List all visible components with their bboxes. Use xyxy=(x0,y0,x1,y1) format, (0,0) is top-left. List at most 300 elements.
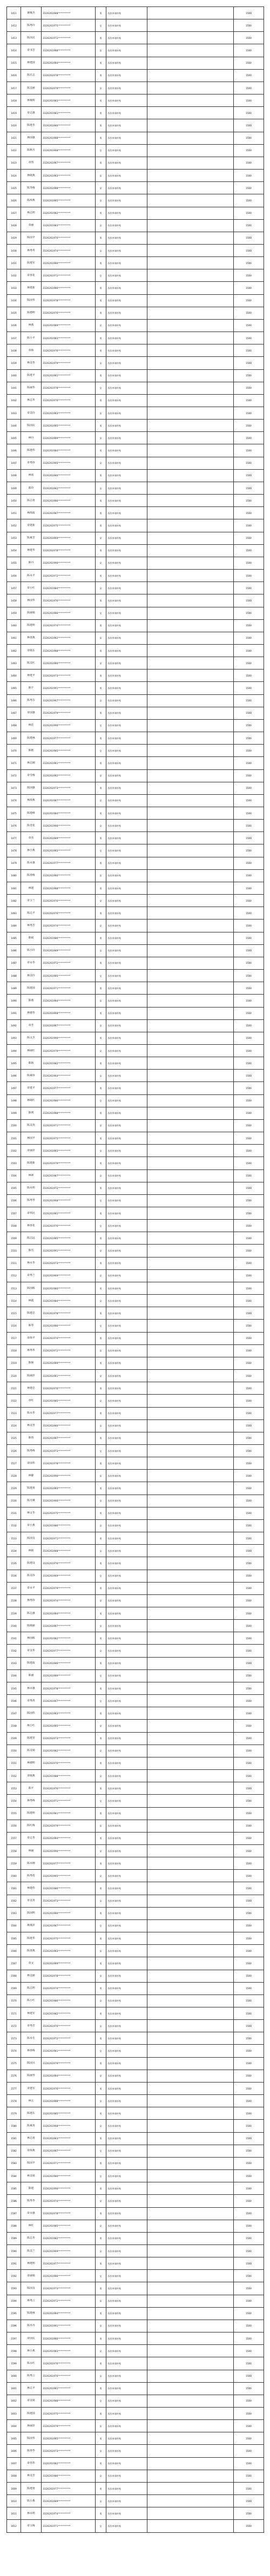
id-number-cell: 3326261977********** xyxy=(42,857,96,869)
row-number-cell: 1443 xyxy=(7,407,21,420)
row-number-cell: 1589 xyxy=(7,2232,21,2244)
gender-cell: 男 xyxy=(96,495,106,507)
requirement-cell xyxy=(147,1232,234,1245)
name-cell: 林德明 xyxy=(21,1757,42,1769)
category-cell: 首次申请补贴 xyxy=(106,69,147,82)
amount-cell: 1500 xyxy=(234,670,264,682)
category-cell: 首次申请补贴 xyxy=(106,1707,147,1720)
gender-cell: 女 xyxy=(96,1620,106,1632)
category-cell: 首次申请补贴 xyxy=(106,495,147,507)
table-row xyxy=(7,369,264,382)
table-row xyxy=(7,1169,264,1182)
amount-cell: 1500 xyxy=(234,732,264,745)
row-number-cell: 1591 xyxy=(7,2257,21,2270)
requirement-cell xyxy=(147,1220,234,1232)
requirement-cell xyxy=(147,1407,234,1419)
table-row xyxy=(7,1770,264,1782)
id-number-cell: 3326261970********** xyxy=(42,1757,96,1769)
row-number-cell: 1444 xyxy=(7,420,21,432)
amount-cell: 1500 xyxy=(234,144,264,157)
name-cell: 陈美红 xyxy=(21,657,42,670)
id-number-cell: 3326261970********** xyxy=(42,2020,96,2032)
name-cell: 林志勇 xyxy=(21,2132,42,2145)
requirement-cell xyxy=(147,1207,234,1220)
amount-cell: 1500 xyxy=(234,807,264,820)
gender-cell: 男 xyxy=(96,1957,106,1970)
category-cell: 首次申请补贴 xyxy=(106,2020,147,2032)
row-number-cell: 1523 xyxy=(7,1407,21,1419)
name-cell: 陈丽琴 xyxy=(21,2070,42,2082)
name-cell: 林晓燕 xyxy=(21,170,42,182)
name-cell: 陈文杰 xyxy=(21,1032,42,1044)
amount-cell: 1500 xyxy=(234,694,264,707)
table-row xyxy=(7,1332,264,1344)
category-cell: 首次申请补贴 xyxy=(106,557,147,569)
category-cell: 首次申请补贴 xyxy=(106,1082,147,1094)
requirement-cell xyxy=(147,1695,234,1707)
amount-cell: 1500 xyxy=(234,1945,264,1957)
name-cell: 陈伟 xyxy=(21,1432,42,1444)
amount-cell: 1500 xyxy=(234,1732,264,1745)
row-number-cell: 1438 xyxy=(7,344,21,357)
gender-cell: 男 xyxy=(96,444,106,457)
category-cell: 首次申请补贴 xyxy=(106,32,147,44)
requirement-cell xyxy=(147,1732,234,1745)
name-cell: 林美娟 xyxy=(21,2170,42,2182)
row-number-cell: 1528 xyxy=(7,1470,21,1482)
table-row xyxy=(7,357,264,369)
name-cell: 陈国强 xyxy=(21,782,42,794)
table-row xyxy=(7,2120,264,2132)
row-number-cell: 1612 xyxy=(7,2520,21,2532)
requirement-cell xyxy=(147,369,234,382)
table-row xyxy=(7,1745,264,1757)
table-row xyxy=(7,1482,264,1495)
gender-cell: 女 xyxy=(96,1919,106,1932)
row-number-cell: 1559 xyxy=(7,1857,21,1870)
row-number-cell: 1505 xyxy=(7,1182,21,1194)
id-number-cell: 3326261970********** xyxy=(42,2370,96,2382)
gender-cell: 男 xyxy=(96,2082,106,2094)
id-number-cell: 3326261973********** xyxy=(42,1444,96,1457)
id-number-cell: 3326261985********** xyxy=(42,194,96,207)
amount-cell: 1500 xyxy=(234,1007,264,1019)
gender-cell: 男 xyxy=(96,107,106,119)
id-number-cell: 3326261976********** xyxy=(42,2082,96,2094)
gender-cell: 男 xyxy=(96,1932,106,1945)
id-number-cell: 3326261989********** xyxy=(42,944,96,957)
row-number-cell: 1538 xyxy=(7,1594,21,1607)
row-number-cell: 1416 xyxy=(7,69,21,82)
id-number-cell: 3326261975********** xyxy=(42,1507,96,1519)
amount-cell: 1500 xyxy=(234,2032,264,2045)
category-cell: 首次申请补贴 xyxy=(106,507,147,519)
id-number-cell: 3326261987********** xyxy=(42,2145,96,2157)
id-number-cell: 3326261978********** xyxy=(42,294,96,307)
amount-cell: 1500 xyxy=(234,519,264,532)
id-number-cell: 3326261977********** xyxy=(42,1082,96,1094)
id-number-cell: 3326261984********** xyxy=(42,807,96,820)
table-row xyxy=(7,932,264,944)
category-cell: 首次申请补贴 xyxy=(106,1482,147,1495)
amount-cell: 1500 xyxy=(234,2257,264,2270)
id-number-cell: 3326261986********** xyxy=(42,932,96,944)
requirement-cell xyxy=(147,495,234,507)
table-row xyxy=(7,157,264,169)
id-number-cell: 3326261987********** xyxy=(42,1919,96,1932)
gender-cell: 男 xyxy=(96,2307,106,2320)
row-number-cell: 1595 xyxy=(7,2307,21,2320)
id-number-cell: 3326261979********** xyxy=(42,1157,96,1169)
gender-cell: 女 xyxy=(96,1220,106,1232)
id-number-cell: 3326261967********** xyxy=(42,1695,96,1707)
id-number-cell: 3326261979********** xyxy=(42,2057,96,2070)
amount-cell: 1500 xyxy=(234,332,264,344)
category-cell: 首次申请补贴 xyxy=(106,420,147,432)
row-number-cell: 1519 xyxy=(7,1357,21,1369)
row-number-cell: 1503 xyxy=(7,1157,21,1169)
name-cell: 陈丽萍 xyxy=(21,1370,42,1382)
id-number-cell: 3326261982********** xyxy=(42,2232,96,2244)
table-row xyxy=(7,1632,264,1645)
row-number-cell: 1415 xyxy=(7,57,21,69)
category-cell: 首次申请补贴 xyxy=(106,2082,147,2094)
name-cell: 章小燕 xyxy=(21,1519,42,1532)
row-number-cell: 1574 xyxy=(7,2045,21,2057)
id-number-cell: 3326261988********** xyxy=(42,882,96,894)
category-cell: 首次申请补贴 xyxy=(106,1232,147,1245)
row-number-cell: 1532 xyxy=(7,1519,21,1532)
requirement-cell xyxy=(147,619,234,632)
requirement-cell xyxy=(147,2507,234,2520)
name-cell: 章美华 xyxy=(21,1645,42,1657)
requirement-cell xyxy=(147,1945,234,1957)
amount-cell: 1500 xyxy=(234,2107,264,2120)
category-cell: 首次申请补贴 xyxy=(106,57,147,69)
requirement-cell xyxy=(147,2007,234,2020)
row-number-cell: 1469 xyxy=(7,732,21,745)
name-cell: 陈春华 xyxy=(21,2445,42,2457)
name-cell: 陈秀华 xyxy=(21,2195,42,2207)
name-cell: 林静 xyxy=(21,1470,42,1482)
amount-cell: 1500 xyxy=(234,1382,264,1395)
row-number-cell: 1581 xyxy=(7,2132,21,2145)
category-cell: 首次申请补贴 xyxy=(106,2057,147,2070)
name-cell: 林小燕 xyxy=(21,2345,42,2357)
name-cell: 林俊辉 xyxy=(21,94,42,107)
name-cell: 章丽 xyxy=(21,219,42,232)
gender-cell: 女 xyxy=(96,1895,106,1907)
requirement-cell xyxy=(147,507,234,519)
category-cell: 首次申请补贴 xyxy=(106,1895,147,1907)
id-number-cell: 3326261983********** xyxy=(42,332,96,344)
id-number-cell: 3326261987********** xyxy=(42,1169,96,1182)
gender-cell: 男 xyxy=(96,32,106,44)
gender-cell: 女 xyxy=(96,432,106,444)
requirement-cell xyxy=(147,2082,234,2094)
id-number-cell: 3326261970********** xyxy=(42,1382,96,1395)
row-number-cell: 1549 xyxy=(7,1732,21,1745)
gender-cell: 女 xyxy=(96,869,106,882)
name-cell: 林秀梅 xyxy=(21,1795,42,1807)
name-cell: 章国庆 xyxy=(21,2332,42,2345)
table-row xyxy=(7,2507,264,2520)
requirement-cell xyxy=(147,2345,234,2357)
gender-cell: 男 xyxy=(96,1457,106,1470)
table-row xyxy=(7,1807,264,1820)
amount-cell: 1500 xyxy=(234,1782,264,1795)
id-number-cell: 3326261972********** xyxy=(42,2032,96,2045)
id-number-cell: 3326261980********** xyxy=(42,2170,96,2182)
name-cell: 陈建新 xyxy=(21,1157,42,1169)
requirement-cell xyxy=(147,1070,234,1082)
table-row xyxy=(7,757,264,769)
category-cell: 首次申请补贴 xyxy=(106,7,147,19)
category-cell: 首次申请补贴 xyxy=(106,1094,147,1107)
category-cell: 首次申请补贴 xyxy=(106,1695,147,1707)
name-cell: 林丽红 xyxy=(21,1044,42,1057)
row-number-cell: 1497 xyxy=(7,1082,21,1094)
category-cell: 首次申请补贴 xyxy=(106,1669,147,1682)
id-number-cell: 3326261989********** xyxy=(42,319,96,332)
requirement-cell xyxy=(147,1720,234,1732)
amount-cell: 1500 xyxy=(234,1582,264,1594)
amount-cell: 1500 xyxy=(234,2395,264,2407)
gender-cell: 男 xyxy=(96,2107,106,2120)
gender-cell: 女 xyxy=(96,1169,106,1182)
gender-cell: 男 xyxy=(96,1832,106,1844)
id-number-cell: 3326261971********** xyxy=(42,1795,96,1807)
id-number-cell: 3326261979********** xyxy=(42,2420,96,2432)
id-number-cell: 3326261978********** xyxy=(42,1682,96,1694)
table-row xyxy=(7,1844,264,1857)
id-number-cell: 3326261979********** xyxy=(42,1582,96,1594)
gender-cell: 女 xyxy=(96,769,106,782)
gender-cell: 女 xyxy=(96,820,106,832)
category-cell: 首次申请补贴 xyxy=(106,1444,147,1457)
row-number-cell: 1567 xyxy=(7,1957,21,1970)
gender-cell: 女 xyxy=(96,1470,106,1482)
requirement-cell xyxy=(147,782,234,794)
name-cell: 林建 xyxy=(21,882,42,894)
requirement-cell xyxy=(147,457,234,469)
id-number-cell: 3326261985********** xyxy=(42,2107,96,2120)
table-row xyxy=(7,970,264,982)
amount-cell: 1500 xyxy=(234,1157,264,1169)
requirement-cell xyxy=(147,257,234,269)
table-row xyxy=(7,1432,264,1444)
gender-cell: 女 xyxy=(96,1545,106,1557)
table-row xyxy=(7,144,264,157)
row-number-cell: 1556 xyxy=(7,1820,21,1832)
name-cell: 林春花 xyxy=(21,1220,42,1232)
category-cell: 首次申请补贴 xyxy=(106,2145,147,2157)
row-number-cell: 1578 xyxy=(7,2095,21,2107)
name-cell: 陈永红 xyxy=(21,2357,42,2370)
id-number-cell: 3326261988********** xyxy=(42,2095,96,2107)
requirement-cell xyxy=(147,2382,234,2395)
category-cell: 首次申请补贴 xyxy=(106,1295,147,1307)
id-number-cell: 3326261987********** xyxy=(42,794,96,807)
id-number-cell: 3326261978********** xyxy=(42,2207,96,2220)
requirement-cell xyxy=(147,382,234,394)
category-cell: 首次申请补贴 xyxy=(106,1594,147,1607)
category-cell: 首次申请补贴 xyxy=(106,344,147,357)
name-cell: 陈海 xyxy=(21,1057,42,1070)
id-number-cell: 3326261980********** xyxy=(42,257,96,269)
id-number-cell: 3326261983********** xyxy=(42,1145,96,1157)
amount-cell: 1500 xyxy=(234,1519,264,1532)
category-cell: 首次申请补贴 xyxy=(106,719,147,732)
gender-cell: 女 xyxy=(96,1245,106,1257)
category-cell: 首次申请补贴 xyxy=(106,1182,147,1194)
amount-cell: 1500 xyxy=(234,1895,264,1907)
id-number-cell: 3326261986********** xyxy=(42,1882,96,1895)
gender-cell: 女 xyxy=(96,1419,106,1432)
gender-cell: 女 xyxy=(96,1720,106,1732)
gender-cell: 男 xyxy=(96,1807,106,1820)
gender-cell: 男 xyxy=(96,1257,106,1269)
requirement-cell xyxy=(147,1919,234,1932)
table-row xyxy=(7,2420,264,2432)
amount-cell: 1500 xyxy=(234,2482,264,2494)
requirement-cell xyxy=(147,2320,234,2332)
gender-cell: 男 xyxy=(96,1882,106,1895)
name-cell: 章国华 xyxy=(21,1457,42,1470)
gender-cell: 男 xyxy=(96,132,106,144)
category-cell: 首次申请补贴 xyxy=(106,2432,147,2445)
name-cell: 陈丹 xyxy=(21,557,42,569)
name-cell: 章永强 xyxy=(21,2207,42,2220)
amount-cell: 1500 xyxy=(234,1669,264,1682)
id-number-cell: 3326261966********** xyxy=(42,1495,96,1507)
requirement-cell xyxy=(147,2244,234,2257)
requirement-cell xyxy=(147,2145,234,2157)
gender-cell: 女 xyxy=(96,1594,106,1607)
name-cell: 陈金花 xyxy=(21,820,42,832)
table-row xyxy=(7,2408,264,2420)
id-number-cell: 3326261978********** xyxy=(42,382,96,394)
table-row xyxy=(7,2207,264,2220)
category-cell: 首次申请补贴 xyxy=(106,944,147,957)
row-number-cell: 1546 xyxy=(7,1695,21,1707)
gender-cell: 女 xyxy=(96,1344,106,1357)
row-number-cell: 1536 xyxy=(7,1570,21,1582)
gender-cell: 男 xyxy=(96,982,106,995)
gender-cell: 女 xyxy=(96,2270,106,2282)
name-cell: 林建华 xyxy=(21,544,42,557)
amount-cell: 1500 xyxy=(234,2332,264,2345)
row-number-cell: 1584 xyxy=(7,2170,21,2182)
requirement-cell xyxy=(147,1495,234,1507)
table-row xyxy=(7,82,264,94)
row-number-cell: 1413 xyxy=(7,32,21,44)
id-number-cell: 3326261991********** xyxy=(42,1245,96,1257)
requirement-cell xyxy=(147,1707,234,1720)
table-row xyxy=(7,1832,264,1844)
id-number-cell: 3326261980********** xyxy=(42,2332,96,2345)
category-cell: 首次申请补贴 xyxy=(106,19,147,32)
gender-cell: 女 xyxy=(96,719,106,732)
amount-cell: 1500 xyxy=(234,132,264,144)
category-cell: 首次申请补贴 xyxy=(106,1119,147,1132)
name-cell: 陈志勇 xyxy=(21,495,42,507)
id-number-cell: 3326261982********** xyxy=(42,2457,96,2470)
table-row xyxy=(7,282,264,294)
name-cell: 章晓东 xyxy=(21,644,42,657)
id-number-cell: 3326261988********** xyxy=(42,7,96,19)
name-cell: 林建忠 xyxy=(21,1382,42,1395)
row-number-cell: 1499 xyxy=(7,1107,21,1119)
category-cell: 首次申请补贴 xyxy=(106,432,147,444)
id-number-cell: 3326261975********** xyxy=(42,2408,96,2420)
table-row xyxy=(7,1457,264,1470)
table-row xyxy=(7,607,264,619)
row-number-cell: 1557 xyxy=(7,1832,21,1844)
gender-cell: 男 xyxy=(96,1682,106,1694)
row-number-cell: 1424 xyxy=(7,170,21,182)
row-number-cell: 1607 xyxy=(7,2457,21,2470)
requirement-cell xyxy=(147,2257,234,2270)
id-number-cell: 3326261976********** xyxy=(42,307,96,319)
name-cell: 章芳 xyxy=(21,1019,42,1032)
category-cell: 首次申请补贴 xyxy=(106,1832,147,1844)
gender-cell: 男 xyxy=(96,2032,106,2045)
id-number-cell: 3326261974********** xyxy=(42,1332,96,1344)
gender-cell: 男 xyxy=(96,1582,106,1594)
requirement-cell xyxy=(147,632,234,644)
category-cell: 首次申请补贴 xyxy=(106,1382,147,1395)
amount-cell: 1500 xyxy=(234,2295,264,2307)
gender-cell: 女 xyxy=(96,1194,106,1207)
gender-cell: 女 xyxy=(96,194,106,207)
id-number-cell: 3326261964********** xyxy=(42,1070,96,1082)
category-cell: 首次申请补贴 xyxy=(106,1257,147,1269)
table-row xyxy=(7,1545,264,1557)
category-cell: 首次申请补贴 xyxy=(106,332,147,344)
requirement-cell xyxy=(147,1019,234,1032)
category-cell: 首次申请补贴 xyxy=(106,2345,147,2357)
requirement-cell xyxy=(147,1832,234,1844)
table-row xyxy=(7,2370,264,2382)
amount-cell: 1500 xyxy=(234,1607,264,1620)
table-row xyxy=(7,19,264,32)
amount-cell: 1500 xyxy=(234,1645,264,1657)
gender-cell: 男 xyxy=(96,1057,106,1070)
id-number-cell: 3326261985********** xyxy=(42,745,96,757)
amount-cell: 1500 xyxy=(234,882,264,894)
category-cell: 首次申请补贴 xyxy=(106,1519,147,1532)
gender-cell: 男 xyxy=(96,1232,106,1245)
row-number-cell: 1463 xyxy=(7,657,21,670)
table-row xyxy=(7,182,264,194)
category-cell: 首次申请补贴 xyxy=(106,570,147,582)
row-number-cell: 1470 xyxy=(7,745,21,757)
category-cell: 首次申请补贴 xyxy=(106,1132,147,1145)
table-row xyxy=(7,1994,264,2007)
name-cell: 林志华 xyxy=(21,394,42,407)
table-row xyxy=(7,2020,264,2032)
id-number-cell: 3326261969********** xyxy=(42,1570,96,1582)
name-cell: 章小红 xyxy=(21,582,42,594)
amount-cell: 1500 xyxy=(234,1745,264,1757)
name-cell: 林勇 xyxy=(21,469,42,482)
category-cell: 首次申请补贴 xyxy=(106,582,147,594)
id-number-cell: 3326261986********** xyxy=(42,1094,96,1107)
category-cell: 首次申请补贴 xyxy=(106,820,147,832)
category-cell: 首次申请补贴 xyxy=(106,1570,147,1582)
requirement-cell xyxy=(147,1669,234,1682)
